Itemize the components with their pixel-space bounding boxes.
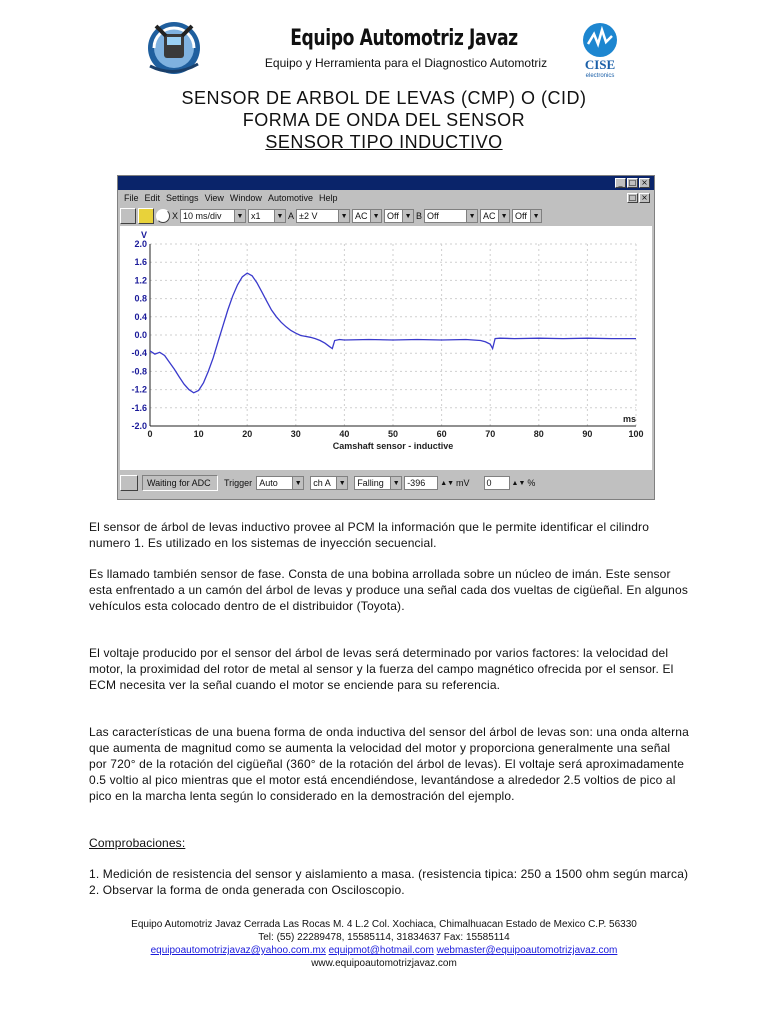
x-tick-label: 90 [582, 429, 593, 439]
channel-b-coupling-select[interactable]: AC ▼ [480, 209, 510, 223]
scope-status-bar [120, 472, 652, 494]
menu-help[interactable]: Help [318, 193, 338, 203]
x-tick-label: 100 [628, 429, 644, 439]
footer-emails [0, 944, 768, 957]
trigger-level-unit: mV [456, 478, 470, 488]
x-axis-unit-label: ms [622, 414, 636, 424]
run-stop-button[interactable] [120, 475, 138, 491]
menu-view[interactable]: View [204, 193, 224, 203]
checks-list [89, 866, 689, 898]
company-tagline: Equipo y Herramienta para el Diagnostico Automotriz [264, 56, 548, 70]
menu-file[interactable]: File [124, 193, 139, 203]
clock-icon[interactable] [156, 209, 170, 223]
paragraph-waveform-characteristics: Las características de una buena forma de onda inductiva del sensor del árbol de levas son: una onda alterna que aumenta de magnitud como se aumenta la velocidad del motor y proporciona generalmente una señal por 720° de la rotación del cigüeñal (360° de la rotación del árbol de levas). El voltaje será aproximadamente 0.5 voltio al pico mientras que el motor está encendiéndose, levantándose a alrededor 2.5 voltios de pico al pico en la marcha lenta según lo considerado en la demostración del ejemplo. [89, 725, 689, 803]
channel-b-label: B [416, 211, 423, 221]
y-tick-label: 0.4 [134, 311, 147, 322]
email-link-webmaster[interactable]: webmaster@equipoautomotrizjavaz.com [436, 945, 618, 956]
check-item-1: 1. Medición de resistencia del sensor y aislamiento a masa. (resistencia tipica: 250 a 1500 ohm según marca) [89, 867, 689, 881]
document-header [0, 0, 768, 88]
x-tick-label: 30 [290, 429, 301, 439]
menu-automotive[interactable]: Automotive [267, 193, 313, 203]
chevron-down-icon: ▼ [338, 210, 349, 222]
minimize-icon[interactable]: _ [615, 178, 626, 188]
document-title: SENSOR DE ARBOL DE LEVAS (CMP) O (CID) [181, 88, 587, 108]
document-subtitle-underlined: SENSOR TIPO INDUCTIVO [265, 132, 503, 152]
x-tick-label: 50 [387, 429, 399, 439]
chart-title: Camshaft sensor - inductive [332, 441, 454, 451]
maximize-icon[interactable]: □ [628, 178, 637, 187]
paragraph-voltage-factors: El voltaje producido por el sensor del árbol de levas será determinado por varios factores: la velocidad del motor, la proximidad del rotor de metal al sensor y la fuerza del campo magnético ofrecida por el sensor. El ECM necesita ver la señal cuando el motor se enciende para su referencia. [89, 646, 674, 692]
document-footer [0, 918, 768, 970]
spinner-icon[interactable]: ▲▼ [511, 479, 526, 487]
paragraph-phase-sensor: Es llamado también sensor de fase. Consta de una bobina arrollada sobre un núcleo de imán. Este sensor esta enfrentado a un camón del árbol de levas y produce una señal cada dos vueltas de cigüeñal. En algunos vehículos esta colocado dentro de el distribuidor (Toyota). [89, 567, 688, 613]
x-axis-label: X [172, 211, 179, 221]
footer-phones: Tel: (55) 22289478, 15585114, 31834637 Fax: 15585114 [258, 932, 510, 943]
pretrigger-input[interactable]: 0 [484, 476, 510, 490]
x-tick-label: 10 [193, 429, 204, 439]
menu-window[interactable]: Window [229, 193, 262, 203]
x-tick-label: 70 [485, 429, 496, 439]
x-tick-label: 0 [147, 429, 153, 439]
y-tick-label: 1.6 [134, 257, 147, 268]
checks-heading: Comprobaciones: [89, 836, 186, 850]
footer-website: www.equipoautomotrizjavaz.com [311, 958, 457, 969]
chevron-down-icon: ▼ [292, 477, 303, 489]
channel-a-label: A [288, 211, 295, 221]
scope-toolbar [120, 207, 652, 225]
chevron-down-icon: ▼ [370, 210, 381, 222]
y-axis-unit-label: V [140, 230, 147, 240]
cise-logo [574, 22, 626, 78]
close-icon[interactable]: × [639, 178, 650, 188]
pretrigger-unit: % [527, 478, 536, 488]
y-tick-label: -0.8 [131, 366, 147, 377]
trigger-edge-select[interactable]: Falling ▼ [354, 476, 402, 490]
channel-b-range-select[interactable]: Off ▼ [424, 209, 478, 223]
y-tick-label: 1.2 [134, 275, 147, 286]
y-tick-label: -1.6 [131, 402, 147, 413]
chevron-down-icon: ▼ [274, 210, 285, 222]
channel-b-off-select[interactable]: Off ▼ [512, 209, 542, 223]
window-titlebar [118, 176, 654, 190]
check-item-2: 2. Observar la forma de onda generada con Osciloscopio. [89, 883, 405, 897]
document-subtitle: FORMA DE ONDA DEL SENSOR [242, 110, 526, 130]
chevron-down-icon: ▼ [336, 477, 347, 489]
x-tick-label: 20 [242, 429, 253, 439]
restore-icon[interactable]: □ [628, 193, 637, 202]
trigger-channel-select[interactable]: ch A ▼ [310, 476, 348, 490]
paragraph-intro: El sensor de árbol de levas inductivo provee al PCM la información que le permite identificar el cilindro numero 1. Es utilizado en los sistemas de inyección secuencial. [89, 520, 650, 550]
y-tick-label: 2.0 [134, 239, 147, 249]
chevron-down-icon: ▼ [402, 210, 413, 222]
footer-address: Equipo Automotriz Javaz Cerrada Las Rocas M. 4 L.2 Col. Xochiaca, Chimalhuacan Estado de Mexico C.P. 56330 [131, 919, 637, 930]
status-text: Waiting for ADC [142, 475, 218, 491]
menu-edit[interactable]: Edit [144, 193, 161, 203]
channel-a-range-select[interactable]: ±2 V ▼ [296, 209, 350, 223]
chevron-down-icon: ▼ [530, 210, 541, 222]
spinner-icon[interactable]: ▲▼ [440, 479, 455, 487]
x-tick-label: 80 [533, 429, 544, 439]
waveform-chart [120, 226, 652, 470]
y-tick-label: 0.0 [134, 330, 147, 340]
email-link-yahoo[interactable]: equipoautomotrizjavaz@yahoo.com.mx [150, 945, 326, 956]
cise-logo-text: CISE [584, 57, 616, 72]
cise-logo-subtext: electronics [585, 73, 615, 78]
x-tick-label: 60 [436, 429, 447, 439]
toolbar-button-blank[interactable] [120, 208, 136, 224]
channel-a-coupling-select[interactable]: AC ▼ [352, 209, 382, 223]
chevron-down-icon: ▼ [234, 210, 245, 222]
y-tick-label: -2.0 [131, 421, 147, 431]
x-tick-label: 40 [339, 429, 350, 439]
chevron-down-icon: ▼ [498, 210, 509, 222]
trigger-label: Trigger [224, 478, 253, 488]
company-name: Equipo Automotriz Javaz [290, 26, 518, 51]
y-tick-label: 0.8 [134, 293, 147, 304]
waveform-plot-area [120, 226, 652, 470]
chevron-down-icon: ▼ [390, 477, 401, 489]
trigger-level-input[interactable]: -396 [404, 476, 438, 490]
y-tick-label: -1.2 [131, 384, 147, 395]
chart-icon[interactable] [138, 208, 154, 224]
timebase-select[interactable]: 10 ms/div ▼ [180, 209, 246, 223]
menu-settings[interactable]: Settings [166, 193, 199, 203]
menu-bar [118, 191, 654, 205]
y-tick-label: -0.4 [131, 348, 147, 359]
mdi-close-icon[interactable]: × [639, 193, 650, 203]
channel-a-off-select[interactable]: Off ▼ [384, 209, 414, 223]
email-link-hotmail[interactable]: equipmot@hotmail.com [328, 945, 434, 956]
oscilloscope-screenshot [117, 175, 655, 500]
multiplier-select[interactable]: x1 ▼ [248, 209, 286, 223]
chevron-down-icon: ▼ [466, 210, 477, 222]
trigger-mode-select[interactable]: Auto ▼ [256, 476, 304, 490]
